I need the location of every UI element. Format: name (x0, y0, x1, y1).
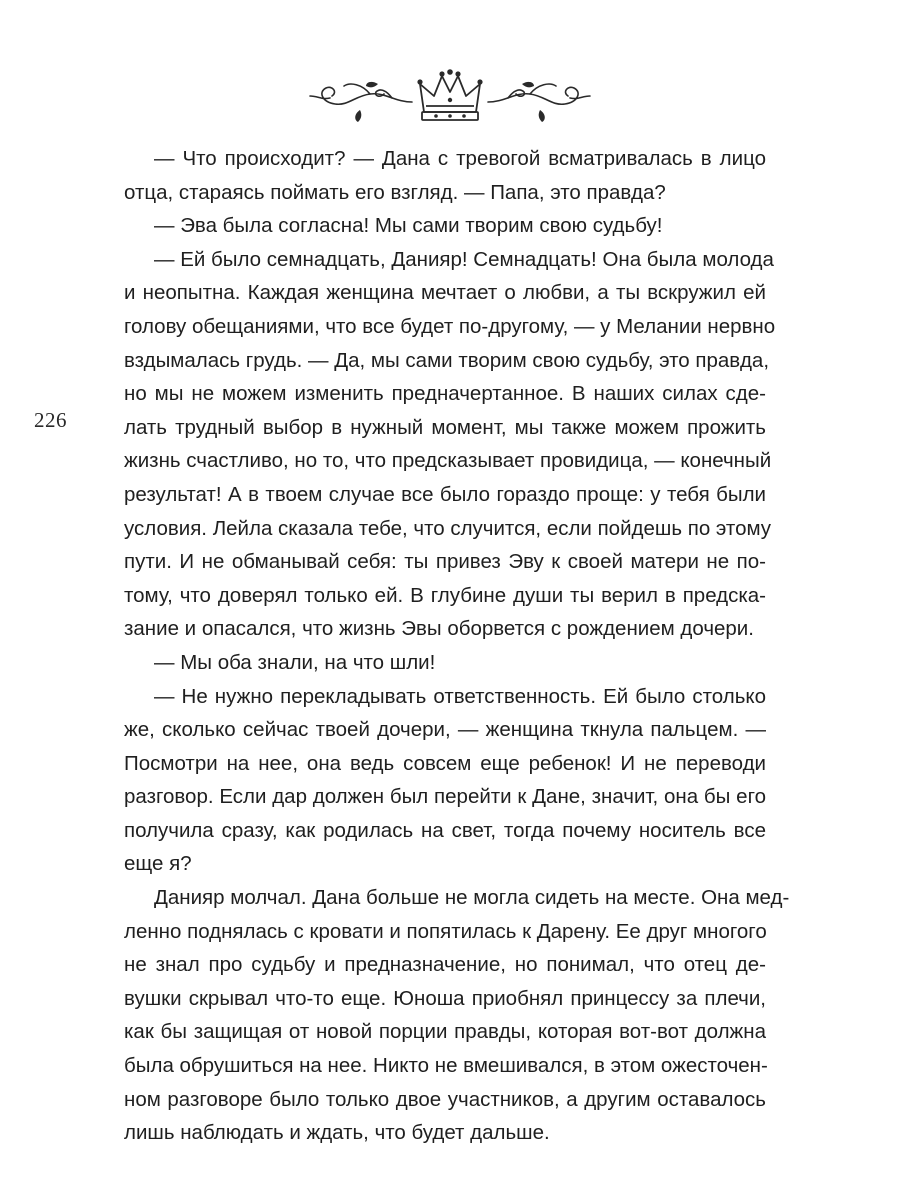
text-line: жизнь счастливо, но то, что предсказывает провидица, — конечный (124, 449, 772, 473)
text-line: ленно поднялась с кровати и попятилась к Дарену. Ее друг многого (124, 919, 767, 943)
text-line: тому, что доверял только ей. В глубине души ты верил в предска- (124, 583, 766, 607)
text-line: была обрушиться на нее. Никто не вмешивался, в этом ожесточен- (124, 1054, 768, 1078)
text-line: как бы защищая от новой порции правды, которая вот-вот должна (124, 1020, 766, 1044)
text-line: — Что происходит? — Дана с тревогой всматривалась в лицо (154, 147, 766, 170)
text-line: условия. Лейла сказала тебе, что случится, если пойдешь по этому (124, 516, 772, 540)
page-number: 226 (34, 408, 67, 432)
text-line: пути. И не обманывай себя: ты привез Эву к своей матери не по- (124, 550, 766, 574)
text-line: — Эва была согласна! Мы сами творим свою судьбу! (154, 214, 663, 238)
text-line: — Мы оба знали, на что шли! (154, 650, 436, 674)
text-line: но мы не можем изменить предначертанное. В наших силах сде- (124, 382, 766, 406)
text-line: Посмотри на нее, она ведь совсем еще ребенок! И не переводи (124, 751, 766, 775)
crown-flourish-icon (300, 62, 600, 132)
text-line: разговор. Если дар должен был перейти к Дане, значит, она бы его (124, 785, 766, 809)
text-line: зание и опасался, что жизнь Эвы оборвется с рождением дочери. (124, 617, 754, 641)
text-line: голову обещаниями, что все будет по-другому, — у Мелании нервно (124, 314, 776, 338)
text-line: же, сколько сейчас твоей дочери, — женщина ткнула пальцем. — (124, 718, 766, 742)
text-line: отца, стараясь поймать его взгляд. — Папа, это правда? (124, 180, 666, 204)
text-line: лать трудный выбор в нужный момент, мы также можем прожить (124, 415, 766, 439)
text-line: еще я? (124, 852, 192, 876)
text-line: и неопытна. Каждая женщина мечтает о любви, а ты вскружил ей (124, 281, 766, 305)
text-line: не знал про судьбу и предназначение, но понимал, что отец де- (124, 953, 766, 977)
text-line: получила сразу, как родилась на свет, тогда почему носитель все (124, 818, 766, 842)
text-line: лишь наблюдать и ждать, что будет дальше. (124, 1121, 550, 1145)
text-line: Данияр молчал. Дана больше не могла сидеть на месте. Она мед- (154, 886, 790, 910)
body-text (124, 142, 790, 1150)
text-line: вушки скрывал что-то еще. Юноша приобнял принцессу за плечи, (124, 986, 766, 1010)
text-line: — Ей было семнадцать, Данияр! Семнадцать! Она была молода (154, 247, 774, 271)
text-line: — Не нужно перекладывать ответственность. Ей было столько (154, 684, 766, 708)
text-line: ном разговоре было только двое участников, а другим оставалось (124, 1087, 766, 1111)
text-line: результат! А в твоем случае все было гораздо проще: у тебя были (124, 482, 766, 506)
text-line: вздымалась грудь. — Да, мы сами творим свою судьбу, это правда, (124, 348, 770, 372)
